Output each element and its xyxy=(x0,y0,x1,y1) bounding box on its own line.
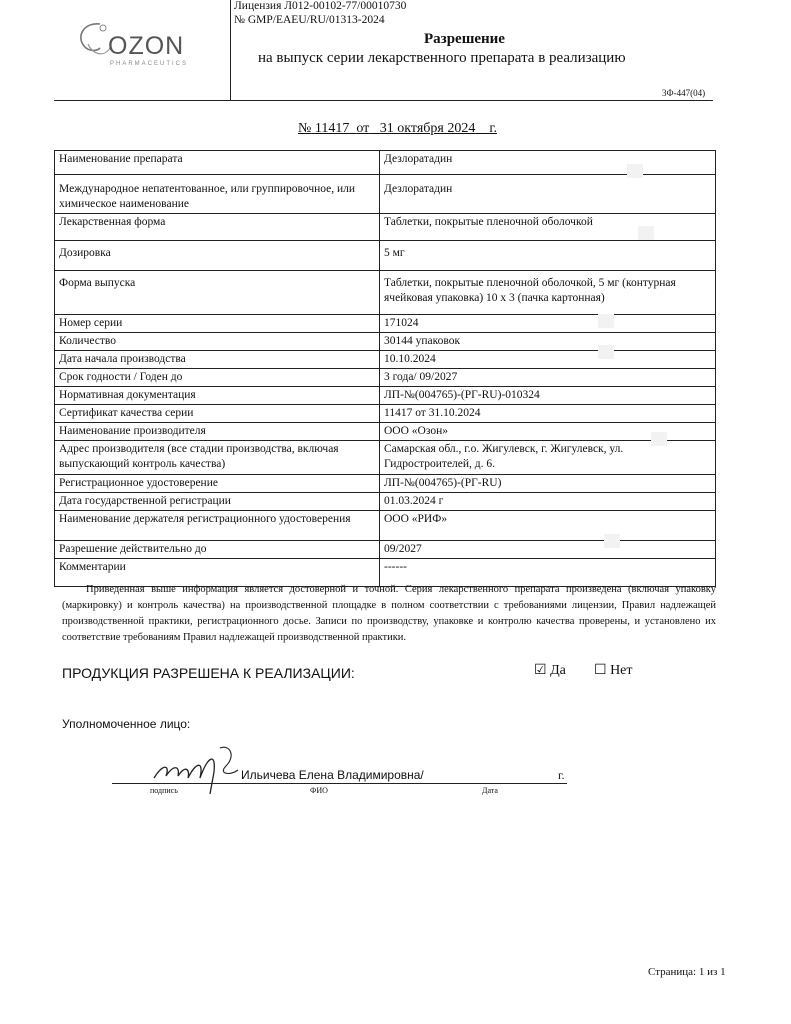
year-suffix: г. xyxy=(489,121,498,136)
row-value: Самарская обл., г.о. Жигулевск, г. Жигулевск, ул. Гидростроителей, д. 6. xyxy=(380,441,716,475)
signature-line xyxy=(112,783,567,784)
logo-subtitle: PHARMACEUTICS xyxy=(110,61,189,67)
table-row xyxy=(55,475,716,493)
signer-name: Ильичева Елена Владимировна/ xyxy=(241,768,424,782)
table-row xyxy=(55,441,716,475)
approve-no-option[interactable] xyxy=(594,662,633,679)
row-label: Наименование держателя регистрационного удостоверения xyxy=(55,511,380,541)
redaction-mark xyxy=(627,164,643,178)
row-value: ЛП-№(004765)-(РГ-RU)-010324 xyxy=(380,387,716,405)
authorized-person-label: Уполномоченное лицо: xyxy=(62,717,191,731)
document-title: Разрешение xyxy=(424,31,505,47)
table-row xyxy=(55,333,716,351)
row-value: 30144 упаковок xyxy=(380,333,716,351)
row-value: ООО «Озон» xyxy=(380,423,716,441)
redaction-mark xyxy=(638,226,654,240)
gmp-number: № GMP/EAEU/RU/01313-2024 xyxy=(234,14,385,26)
table-row xyxy=(55,369,716,387)
page-number: Страница: 1 из 1 xyxy=(648,966,726,978)
checkbox-checked-icon[interactable]: ☑ xyxy=(534,663,547,678)
redaction-mark xyxy=(598,345,614,359)
table-row xyxy=(55,493,716,511)
row-value: 3 года/ 09/2027 xyxy=(380,369,716,387)
no-label: Нет xyxy=(610,663,633,678)
table-row xyxy=(55,405,716,423)
table-row xyxy=(55,315,716,333)
row-label: Адрес производителя (все стадии производства, включая выпускающий контроль качества) xyxy=(55,441,380,475)
document-number: 11417 xyxy=(314,121,350,136)
row-label: Регистрационное удостоверение xyxy=(55,475,380,493)
row-value: 09/2027 xyxy=(380,541,716,559)
form-code: 3Ф-447(04) xyxy=(662,88,706,98)
checkbox-empty-icon[interactable]: ☐ xyxy=(594,663,607,678)
row-label: Сертификат качества серии xyxy=(55,405,380,423)
release-details-table xyxy=(54,150,716,587)
row-value: 5 мг xyxy=(380,241,716,271)
row-label: Дата государственной регистрации xyxy=(55,493,380,511)
row-label: Наименование препарата xyxy=(55,151,380,175)
table-row xyxy=(55,151,716,175)
row-value: 171024 xyxy=(380,315,716,333)
row-label: Нормативная документация xyxy=(55,387,380,405)
redaction-mark xyxy=(604,534,620,548)
approve-yes-option[interactable] xyxy=(534,662,566,679)
date-caption: Дата xyxy=(482,786,498,795)
row-label: Разрешение действительно до xyxy=(55,541,380,559)
row-label: Количество xyxy=(55,333,380,351)
date-year-suffix: г. xyxy=(558,768,565,782)
row-label: Номер серии xyxy=(55,315,380,333)
certification-paragraph: Приведенная выше информация является достоверной и точной. Серия лекарственного препарата произведена (включая упаковку (маркировку) и контроль качества) на производственной площадке в полном соответствии с требованиями лицензии, Правил надлежащей производственной практики, регистрационного досье. Записи по производству, упаковке и контролю качества проверены, и установлено их соответствие требованиям Правил надлежащей производственной практики. xyxy=(62,584,716,643)
row-label: Форма выпуска xyxy=(55,271,380,315)
table-row xyxy=(55,271,716,315)
row-label: Наименование производителя xyxy=(55,423,380,441)
redaction-mark xyxy=(651,432,667,446)
table-row xyxy=(55,175,716,214)
document-number-line xyxy=(298,121,497,137)
table-row xyxy=(55,241,716,271)
row-label: Лекарственная форма xyxy=(55,214,380,241)
license-number: Лицензия Л012-00102-77/00010730 xyxy=(234,0,407,12)
table-row xyxy=(55,214,716,241)
signature-caption: подпись xyxy=(150,786,178,795)
redaction-mark xyxy=(598,314,614,328)
table-row xyxy=(55,423,716,441)
row-value: Таблетки, покрытые пленочной оболочкой xyxy=(380,214,716,241)
row-value: ООО «РИФ» xyxy=(380,511,716,541)
row-value: Таблетки, покрытые пленочной оболочкой, 5 мг (контурная ячейковая упаковка) 10 х 3 (пачка картонная) xyxy=(380,271,716,315)
table-row xyxy=(55,351,716,369)
document-subtitle: на выпуск серии лекарственного препарата в реализацию xyxy=(258,50,626,66)
table-row xyxy=(55,387,716,405)
from-word: от xyxy=(356,121,370,136)
number-prefix: № xyxy=(298,121,312,136)
approval-heading: ПРОДУКЦИЯ РАЗРЕШЕНА К РЕАЛИЗАЦИИ: xyxy=(62,665,355,681)
name-caption: ФИО xyxy=(310,786,328,795)
row-value: 11417 от 31.10.2024 xyxy=(380,405,716,423)
row-value: Дезлоратадин xyxy=(380,175,716,214)
row-value: 01.03.2024 г xyxy=(380,493,716,511)
row-label: Комментарии xyxy=(55,559,380,587)
yes-label: Да xyxy=(550,663,566,678)
row-value: 10.10.2024 xyxy=(380,351,716,369)
document-date: 31 октября 2024 xyxy=(379,121,476,136)
row-value: ЛП-№(004765)-(РГ-RU) xyxy=(380,475,716,493)
row-value: ------ xyxy=(380,559,716,587)
logo-text: OZON xyxy=(108,32,185,60)
header-divider xyxy=(230,100,713,101)
row-label: Срок годности / Годен до xyxy=(55,369,380,387)
row-label: Дата начала производства xyxy=(55,351,380,369)
row-label: Дозировка xyxy=(55,241,380,271)
row-value: Дезлоратадин xyxy=(380,151,716,175)
row-label: Международное непатентованное, или группировочное, или химическое наименование xyxy=(55,175,380,214)
